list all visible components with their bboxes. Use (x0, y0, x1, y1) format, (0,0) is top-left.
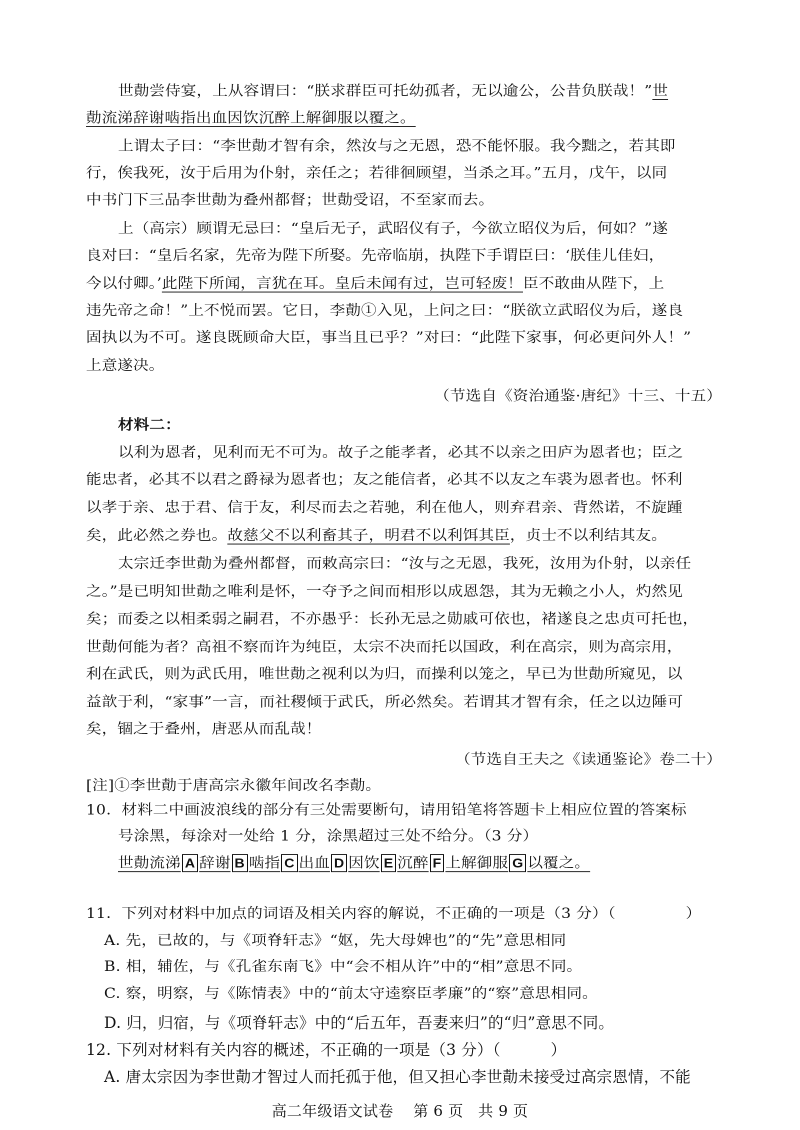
text-line: 勣流涕辞谢啮指出血因饮沉醉上解御服以覆之。 (86, 109, 416, 126)
answer-mark-D[interactable]: D (331, 854, 347, 872)
text-line: 矣，锢之于叠州，唐恶从而乱哉！ (86, 720, 322, 738)
answer-mark-E[interactable]: E (381, 854, 397, 872)
question-10-answer-line: 世勣流涕 A 辞谢 B 啮指 C 出血 D 因饮 E 沉醉 F 上解御服 G 以覆之。 (118, 855, 591, 872)
text-line: 矣，此必然之券也。故慈父不以利畜其子，明君不以利饵其臣，贞士不以利结其友。 (86, 527, 667, 544)
text-line: 之。”是已明知世勣之唯利是怀，一夺予之间而相形以成恩怨，其为无赖之小人，灼然见 (86, 583, 683, 600)
source-citation: （节选自《资治通鉴·唐纪》十三、十五） (434, 387, 722, 405)
text-line: 益歆于利，“家事”一言，而社稷倾于武氏，所必然矣。若谓其才智有余，任之以边陲可 (86, 693, 684, 711)
text-line: 世勣何能为者？高祖不察而许为纯臣，太宗不决而托以国政，利在高宗，则为高宗用， (86, 639, 683, 656)
text-line: 世勣尝侍宴，上从容谓曰：“朕求群臣可托幼孤者，无以逾公，公昔负朕哉！”世 (118, 82, 669, 99)
text-line: 行，俟我死，汝于后用为仆射，亲任之；若徘徊顾望，当杀之耳。”五月，戊午，以同 (86, 164, 668, 181)
question-10-stem: 10. 材料二中画波浪线的部分有三处需要断句，请用铅笔将答题卡上相应位置的答案标 (86, 801, 687, 819)
question-10-stem: 号涂黑，每涂对一处给 1 分，涂黑超过三处不给分。（3 分） (118, 828, 539, 845)
text-line: 固执以为不可。遂良既顾命大臣，事当且已乎？”对曰：“此陛下家事，何必更问外人！” (86, 329, 692, 346)
question-12-stem: 12. 下列对材料有关内容的概述，不正确的一项是（3 分）（ ） (86, 1041, 567, 1059)
text-line: 利在武氏，则为武氏用，唯世勣之视利以为归，而操利以笼之，早已为世勣所窥见，以 (86, 666, 683, 683)
text-line: 矣；而委之以相柔弱之嗣君，不亦愚乎：长孙无忌之勋戚可依也，褚遂良之忠贞可托也， (86, 611, 699, 628)
text-line: 违先帝之命！”上不悦而罢。它日，李勣①入见，上问之曰：“朕欲立武昭仪为后，遂良 (86, 302, 684, 319)
answer-mark-B[interactable]: B (232, 854, 248, 872)
answer-mark-F[interactable]: F (430, 854, 445, 872)
answer-mark-G[interactable]: G (509, 854, 526, 872)
answer-mark-A[interactable]: A (182, 854, 198, 872)
text-line: 以孝于亲、忠于君、信于友，利尽而去之若驰，利在他人，则弃君亲、背然诺，不旋踵 (86, 499, 683, 516)
footnote: [注]①李世勣于唐高宗永徽年间改名李勣。 (86, 777, 382, 794)
question-11-stem: 11. 下列对材料中加点的词语及相关内容的解说，不正确的一项是（3 分）（ ） (86, 905, 702, 922)
text-line: 上意遂决。 (86, 357, 165, 374)
text-line: 今以付卿。’此陛下所闻，言犹在耳。皇后未闻有过，岂可轻废！臣不敢曲从陛下，上 (86, 275, 665, 292)
text-line: 中书门下三品李世勣为叠州都督；世勣受诏，不至家而去。 (86, 191, 495, 208)
option-C: C. 察，明察，与《陈情表》中的“前太守逵察臣孝廉”的“察”意思相同。 (104, 985, 598, 1002)
text-line: 以利为恩者，见利而无不可为。故子之能孝者，必其不以亲之田庐为恩者也；臣之 (118, 444, 684, 461)
option-A: A. 唐太宗因为李世勣才智过人而托孤于他，但又担心李世勣未接受过高宗恩情，不能 (104, 1068, 691, 1086)
text-line: 上（高宗）顾谓无忌曰：“皇后无子，武昭仪有子，今欲立昭仪为后，何如？”遂 (118, 220, 669, 237)
section-heading: 材料二： (118, 416, 181, 433)
option-B: B. 相，辅佐，与《孔雀东南飞》中“会不相从许”中的“相”意思不同。 (104, 958, 583, 975)
option-A: A. 先，已故的，与《项脊轩志》“妪，先大母婢也”的“先”意思相同 (104, 932, 567, 949)
answer-mark-C[interactable]: C (281, 854, 297, 872)
text-line: 良对曰：“皇后名家，先帝为陛下所娶。先帝临崩，执陛下手谓臣曰：‘朕佳儿佳妇， (86, 247, 665, 264)
option-D: D. 归，归宿，与《项脊轩志》中的“后五年，吾妻来归”的“归”意思不同。 (104, 1014, 615, 1032)
text-line: 太宗迁李世勣为叠州都督，而敕高宗曰：“汝与之无恩，我死，汝用为仆射，以亲任 (118, 555, 692, 572)
source-citation: （节选自王夫之《读通鉴论》卷二十） (455, 751, 722, 768)
text-line: 能忠者，必其不以君之爵禄为恩者也；友之能信者，必其不以友之车裘为恩者也。怀利 (86, 471, 683, 488)
page-footer: 高二年级语文试卷 第 6 页 共 9 页 (271, 1102, 529, 1120)
text-line: 上谓太子曰：“李世勣才智有余，然汝与之无恩，恐不能怀服。我今黜之，若其即 (118, 137, 676, 154)
